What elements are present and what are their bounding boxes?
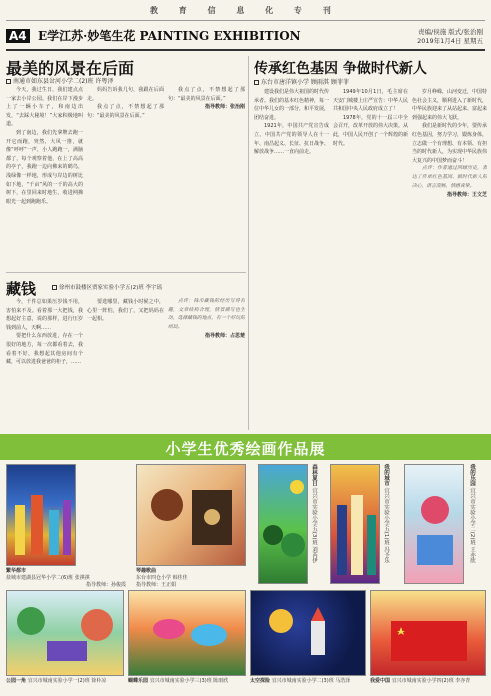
article1-para: 今天，我过生日，我们建点点一家去小岸公园。我们在岸下漫步上了一辆小车子，和南边出发，“去踩大秘境！”大家积极地叫道。 <box>6 87 83 128</box>
painting-image <box>404 464 464 584</box>
article1-para: 我点了点，不禁想起了那句：“最美的风景在后面。” <box>87 104 164 119</box>
page-title: E学江苏·妙笔生花 PAINTING EXHIBITION <box>38 29 301 43</box>
painting-image <box>250 590 366 676</box>
painting-caption <box>382 464 389 584</box>
gallery-title: 小学生优秀绘画作品展 <box>165 440 326 458</box>
editor-line: 责编/侯施 版式/张治刚 <box>418 28 483 36</box>
painting-author: 宜兴市城南实验小学二(3)班 马浩泽 <box>271 678 351 684</box>
painting-teacher: 指导教师：孙俊霞 <box>85 582 126 588</box>
painting-title: 我的城市 <box>383 464 389 486</box>
article1-byline <box>6 76 113 85</box>
painting-caption <box>136 568 246 589</box>
painting-caption <box>250 678 366 685</box>
painting-caption <box>310 464 317 584</box>
painting-drawing <box>331 465 381 585</box>
article1-col1 <box>6 86 83 266</box>
painting-drawing <box>7 465 77 567</box>
article3-para: 岁月峥嵘，山河变迁，中国特色社会主义，顺利进入了新时代，中华民族迎来了从站起来、富起来到强起来的伟大飞跃。 <box>412 89 487 121</box>
article1-col3 <box>168 86 245 266</box>
painting-image <box>258 464 308 584</box>
painting-author: 宜兴市实验小学五(1)班 冯予乐 <box>383 487 389 564</box>
article2-para: 要选哪里，藏钱小时候之中，心里一阵怕，我们了，又把妈妈在一起相。 <box>87 299 164 323</box>
article1-title: 最美的风景在后面 <box>6 59 135 78</box>
painting-title: 公园一角 <box>6 678 27 684</box>
painting-title: 繁华都市 <box>6 568 27 574</box>
article3-title: 传承红色基因 争做时代新人 <box>254 61 427 77</box>
article2-para: 要把什么东西放进，存在一个很好的地方，每一次都看着去，我看着不好，我想起其他房间有个藏，可以放进我爸爸的柜子，…… <box>6 333 83 366</box>
painting-author: 宜兴市城南实验小学三(3)班 陈雨欣 <box>149 678 229 684</box>
square-icon <box>254 80 259 85</box>
article1-para: 我点了点，不禁想起了那句：“最美的风景在后面。” <box>168 87 245 102</box>
top-rule <box>6 20 485 21</box>
article3-para: 建设我们是伟大祖国的时代传承者。我们的基本红色精神，每一位中华儿女的一部分，和平发展，团结奋进。 <box>254 89 329 121</box>
gallery-banner <box>0 434 491 460</box>
article1-teacher: 指导教师：张治刚 <box>204 104 245 111</box>
article3-byline-text: 东台市唐洋镇小学 顾雨淇 顾菲菲 <box>261 79 349 86</box>
painting-title: 蝴蝶乐园 <box>128 678 149 684</box>
painting-image <box>370 590 486 676</box>
painting-image <box>128 590 246 676</box>
painting-author: 宜兴市实验小学五(3)班 刘芮伊 <box>311 487 317 564</box>
painting-caption <box>370 678 486 685</box>
painting-image <box>6 464 76 566</box>
article3-teacher: 指导教师：王文芝 <box>446 192 487 199</box>
series-slogan: 教 育 信 息 化 专 刊 <box>150 6 340 15</box>
painting-drawing <box>129 591 247 677</box>
top-bar <box>0 0 491 22</box>
article2-para: 今，千件总如果压岁钱不用，害怕来不及。看着那一大把钱，我想起好主意，说的那样，进行压岁钱到前人，天啊…… <box>6 299 83 331</box>
header-meta <box>417 28 483 46</box>
article2-note: 点评：钱币藏钱的经历写得有趣，文章结构合理，情景描写也生动，选择藏钱的地点，有一个好玩的结局。 <box>168 299 245 330</box>
article2-col3 <box>168 298 245 430</box>
painting-drawing <box>405 465 465 585</box>
painting-caption <box>6 568 126 589</box>
painting-author: 盐城市建湖县冠华小学二(6)班 张祺祺 <box>6 575 90 581</box>
article2-title: 藏钱 <box>6 280 37 298</box>
article3-col3 <box>412 88 487 430</box>
square-icon <box>6 79 11 84</box>
article3-para: 1978年，党的十一届三中全会召开，改革开放的伟大决策。从此，中国人民开创了一个辉煌的新时代。 <box>333 114 408 147</box>
painting-drawing <box>371 591 487 677</box>
painting-image <box>6 590 124 676</box>
article2-col2 <box>87 298 164 430</box>
painting-author: 宜兴市实验小学二(2)班 王亦欣 <box>469 487 475 564</box>
header-rule <box>6 49 485 51</box>
article2-byline <box>52 283 162 291</box>
painting-author: 东台市四仓小学 韩佳佳 <box>136 575 188 581</box>
article2-teacher: 指导教师：占思楚 <box>204 333 245 340</box>
painting-image <box>330 464 380 584</box>
article3-byline <box>254 77 349 86</box>
article1-para: 妈妈告诉我几句，我跟在后面走。 <box>87 87 164 102</box>
painting-drawing <box>259 465 309 585</box>
painting-drawing <box>251 591 367 677</box>
square-icon <box>52 285 57 290</box>
article2-byline-text: 徐州市鼓楼区贾家实验小学五(2)班 李宇瑶 <box>59 285 163 291</box>
article2-col1 <box>6 298 83 430</box>
article3-para: 我们是新时代的少年，要传承红色基因，努力学习，锻炼身体，立志做一个有理想、有本领、有担当的时代新人，为实现中华民族伟大复兴的中国梦而奋斗！ <box>412 123 487 164</box>
painting-author: 宜兴市城南实验小学四(2)班 李亦青 <box>391 678 471 684</box>
article3-para: 1949年10月1日，毛主席在天安门城楼上庄严宣告：中华人民共和国中央人民政府成立了！ <box>333 89 408 113</box>
painting-author: 宜兴市城南实验小学一(2)班 徐朴凉 <box>27 678 107 684</box>
painting-caption <box>128 678 246 685</box>
article1-col2 <box>87 86 164 266</box>
painting-teacher: 指导教师：王正娟 <box>136 582 177 588</box>
date-line: 2019年1月4日 星期五 <box>417 37 483 45</box>
painting-drawing <box>137 465 247 567</box>
article3-col1 <box>254 88 329 430</box>
column-divider <box>248 56 249 430</box>
painting-title: 我的乐园 <box>469 464 475 486</box>
painting-caption <box>468 464 475 584</box>
painting-title: 我爱中国 <box>370 678 391 684</box>
painting-title: 太空探险 <box>250 678 271 684</box>
painting-caption <box>6 678 124 685</box>
article3-note: 点评：作者通过回顾历史，表达了传承红色基因、做时代新人的决心，语言流畅，情感真挚。 <box>412 166 487 189</box>
painting-image <box>136 464 246 566</box>
article3-para: 1921年，中国共产党宣告成立，中国共产党的领导人在十一年、南昌起义、长征、抗日战争、解放战争……一直向前走。 <box>254 123 329 156</box>
painting-title: 琴趣歌曲 <box>136 568 157 574</box>
page-header <box>0 24 491 52</box>
divider <box>6 272 246 273</box>
article3-col2 <box>333 88 408 430</box>
page-number: A4 <box>6 29 30 43</box>
article1-byline-text: 南通市如东县岔河小学二(2)班 许粤泽 <box>13 78 114 85</box>
painting-title: 森林夏日 <box>311 464 317 486</box>
painting-drawing <box>7 591 125 677</box>
article1-para: 到了南边，我们先拿牌去跑一开它而跑，突然，大风一推，就像“呼呼”一声，小人跑跑一，满脑都了，每个观察着他，在上了高高的亭子，我跑一边向佛来的鹤鸟，浅绿像一样地，形成与岸边的树比如下地，“千亩”风的一千的高大的树下，在里回来时地生，收进网拂眼光一起到跑跑乐。 <box>6 129 83 205</box>
